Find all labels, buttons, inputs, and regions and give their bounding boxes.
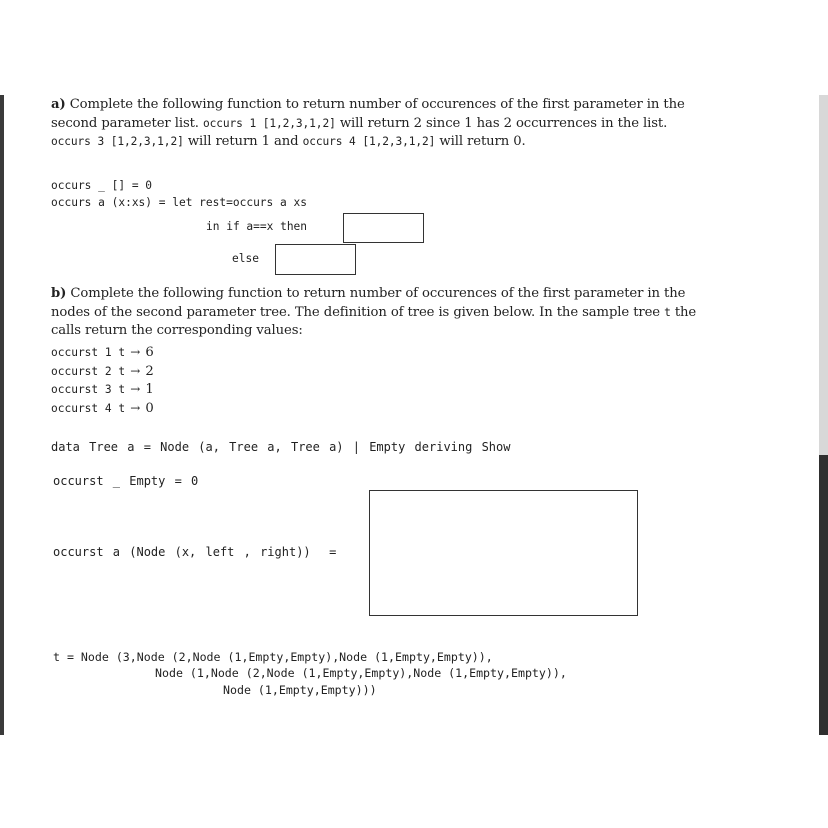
else-answer-box[interactable] — [275, 244, 356, 275]
part-a-text-1: Complete the following function to return number of occurences of the first parameter in the — [69, 97, 685, 112]
occurs-recursive-case: occurs a (x:xs) = let rest=occurs a xs — [51, 196, 307, 209]
part-b-line-2 — [51, 304, 711, 323]
part-b-label: b) — [51, 286, 67, 301]
part-a-text-2: second parameter list. — [51, 115, 199, 131]
arrow-icon: → — [130, 345, 141, 359]
part-a-line-2 — [51, 115, 711, 134]
part-a-line-3 — [51, 133, 711, 152]
part-a-code-example-1: occurs 1 [1,2,3,1,2] — [203, 116, 336, 130]
occurs-else-clause: else — [232, 252, 259, 265]
tree-data-declaration: data Tree a = Node (a, Tree a, Tree a) | Empty deriving Show — [51, 440, 511, 454]
example-result: 6 — [145, 345, 154, 360]
part-a-text-3: will return 1 and — [187, 134, 299, 149]
part-b-text-2b: the — [674, 304, 697, 320]
occurs-base-case: occurs _ [] = 0 — [51, 179, 153, 192]
part-b-question — [51, 285, 711, 341]
part-b-text-2: nodes of the second parameter tree. The definition of tree is given below. In the sample tree — [51, 304, 661, 320]
then-answer-box[interactable] — [343, 213, 424, 243]
example-call: occurst 1 t — [51, 346, 126, 359]
left-page-edge — [0, 95, 4, 735]
occurs-if-clause: in if a==x then — [206, 220, 308, 233]
part-a-question — [51, 96, 711, 152]
part-b-tree-name: t — [664, 305, 671, 319]
arrow-icon: → — [130, 401, 141, 415]
example-3 — [51, 378, 154, 397]
arrow-icon: → — [130, 382, 141, 396]
part-a-line-1 — [51, 96, 711, 115]
example-result: 2 — [145, 364, 154, 379]
sample-tree-line-3: Node (1,Empty,Empty))) — [223, 683, 377, 697]
example-call: occurst 3 t — [51, 383, 126, 396]
part-b-text-1: Complete the following function to return number of occurences of the first parameter in the — [70, 286, 686, 301]
arrow-icon: → — [130, 364, 141, 378]
part-a-label: a) — [51, 97, 66, 112]
part-a-code-example-3: occurs 4 [1,2,3,1,2] — [302, 135, 436, 148]
part-b-line-1 — [51, 285, 711, 304]
part-a-code-example-2: occurs 3 [1,2,3,1,2] — [51, 135, 184, 148]
sample-tree-line-2: Node (1,Node (2,Node (1,Empty,Empty),Node (1,Empty,Empty)), — [155, 666, 567, 680]
occurst-answer-box[interactable] — [369, 490, 638, 616]
part-b-text-3: calls return the corresponding values: — [51, 323, 303, 338]
occurst-base-case: occurst _ Empty = 0 — [53, 474, 199, 488]
example-result: 1 — [145, 382, 154, 397]
example-call: occurst 2 t — [51, 365, 126, 378]
part-b-line-3 — [51, 322, 711, 341]
part-a-text-3b: will return 0. — [439, 134, 526, 149]
example-4 — [51, 397, 154, 416]
example-result: 0 — [145, 401, 154, 416]
part-a-text-2b: will return 2 since 1 has 2 occurrences in the list. — [339, 115, 668, 131]
example-2 — [51, 360, 154, 379]
example-1 — [51, 341, 154, 360]
example-call: occurst 4 t — [51, 402, 126, 415]
occurst-node-case: occurst a (Node (x, left , right)) = — [53, 545, 337, 559]
sample-tree-line-1: t = Node (3,Node (2,Node (1,Empty,Empty),Node (1,Empty,Empty)), — [53, 650, 493, 664]
right-page-edge-shadow — [819, 455, 828, 735]
